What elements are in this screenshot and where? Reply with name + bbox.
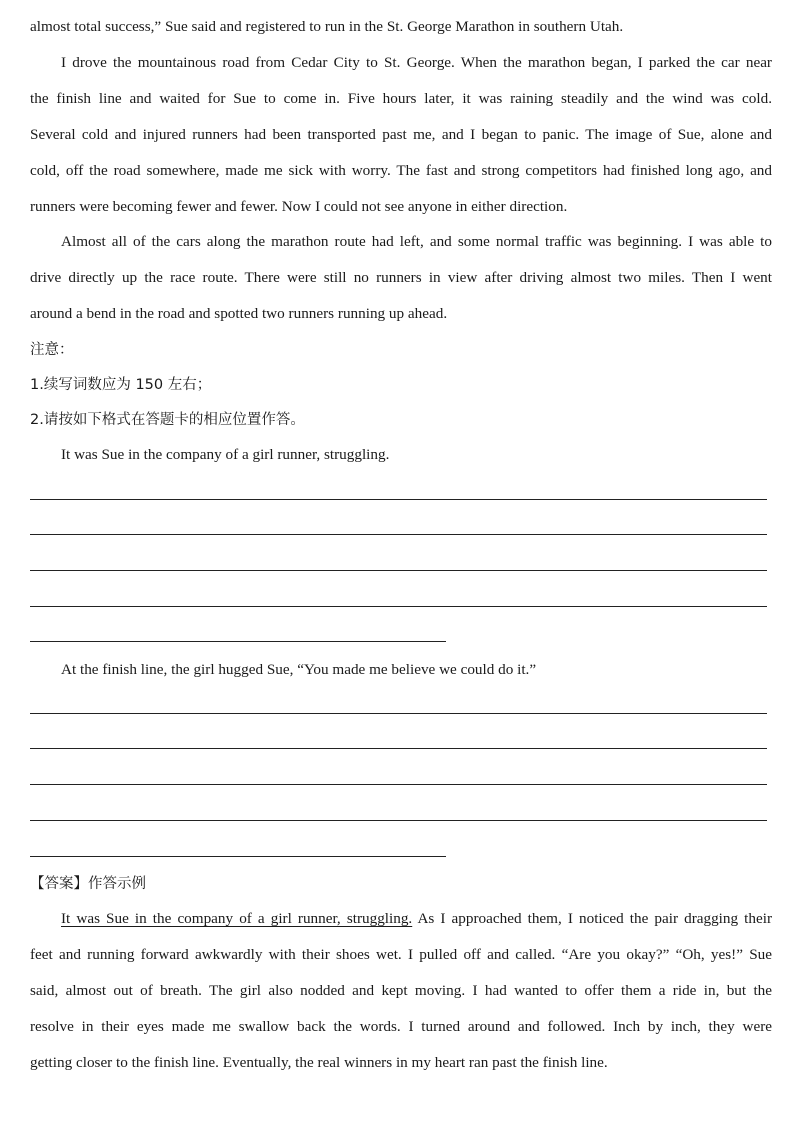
- answer-heading: 【答案】作答示例: [30, 876, 146, 892]
- answer-line-rest: As I approached them, I noticed the pair dragging their: [412, 910, 773, 927]
- note-item-format: 2.请按如下格式在答题卡的相应位置作答。: [30, 412, 305, 428]
- story-line: the finish line and waited for Sue to come in. Five hours later, it was raining steadily and the wind was cold.: [30, 90, 772, 107]
- answer-rule: [30, 856, 446, 857]
- answer-rule: [30, 748, 767, 749]
- answer-line: getting closer to the finish line. Eventually, the real winners in my heart ran past the finish line.: [30, 1054, 608, 1071]
- answer-line: [30, 901, 772, 937]
- story-line: I drove the mountainous road from Cedar City to St. George. When the marathon began, I parked the car near: [61, 54, 772, 71]
- answer-line: feet and running forward awkwardly with their shoes wet. I pulled off and called. “Are you okay?” “Oh, yes!” Sue: [30, 946, 772, 963]
- answer-line: resolve in their eyes made me swallow back the words. I turned around and followed. Inch by inch, they were: [30, 1018, 772, 1035]
- answer-rule: [30, 534, 767, 535]
- story-line: runners were becoming fewer and fewer. Now I could not see anyone in either direction.: [30, 198, 568, 215]
- story-line: Several cold and injured runners had been transported past me, and I began to panic. The image of Sue, alone and: [30, 126, 772, 143]
- answer-rule: [30, 570, 767, 571]
- story-line: drive directly up the race route. There were still no runners in view after driving almost two miles. Then I went: [30, 269, 772, 286]
- story-line: almost total success,” Sue said and registered to run in the St. George Marathon in southern Utah.: [30, 18, 624, 35]
- answer-rule: [30, 784, 767, 785]
- answer-rule: [30, 606, 767, 607]
- answer-rule: [30, 820, 767, 821]
- story-line: Almost all of the cars along the marathon route had left, and some normal traffic was beginning. I was able to: [61, 233, 772, 250]
- answer-rule: [30, 499, 767, 500]
- answer-line: said, almost out of breath. The girl also nodded and kept moving. I had wanted to offer them a ride in, but the: [30, 982, 772, 999]
- answer-underlined-prompt: It was Sue in the company of a girl runner, struggling.: [61, 910, 413, 927]
- answer-rule: [30, 713, 767, 714]
- prompt-second-paragraph: At the finish line, the girl hugged Sue, “You made me believe we could do it.”: [61, 661, 537, 678]
- story-line: cold, off the road somewhere, made me sick with worry. The fast and strong competitors had finished long ago, and: [30, 162, 772, 179]
- note-item-word-count: 1.续写词数应为 150 左右；: [30, 377, 212, 393]
- story-line: around a bend in the road and spotted two runners running up ahead.: [30, 305, 448, 322]
- notes-title: 注意：: [30, 342, 74, 358]
- prompt-first-paragraph: It was Sue in the company of a girl runner, struggling.: [61, 446, 390, 463]
- answer-rule: [30, 641, 446, 642]
